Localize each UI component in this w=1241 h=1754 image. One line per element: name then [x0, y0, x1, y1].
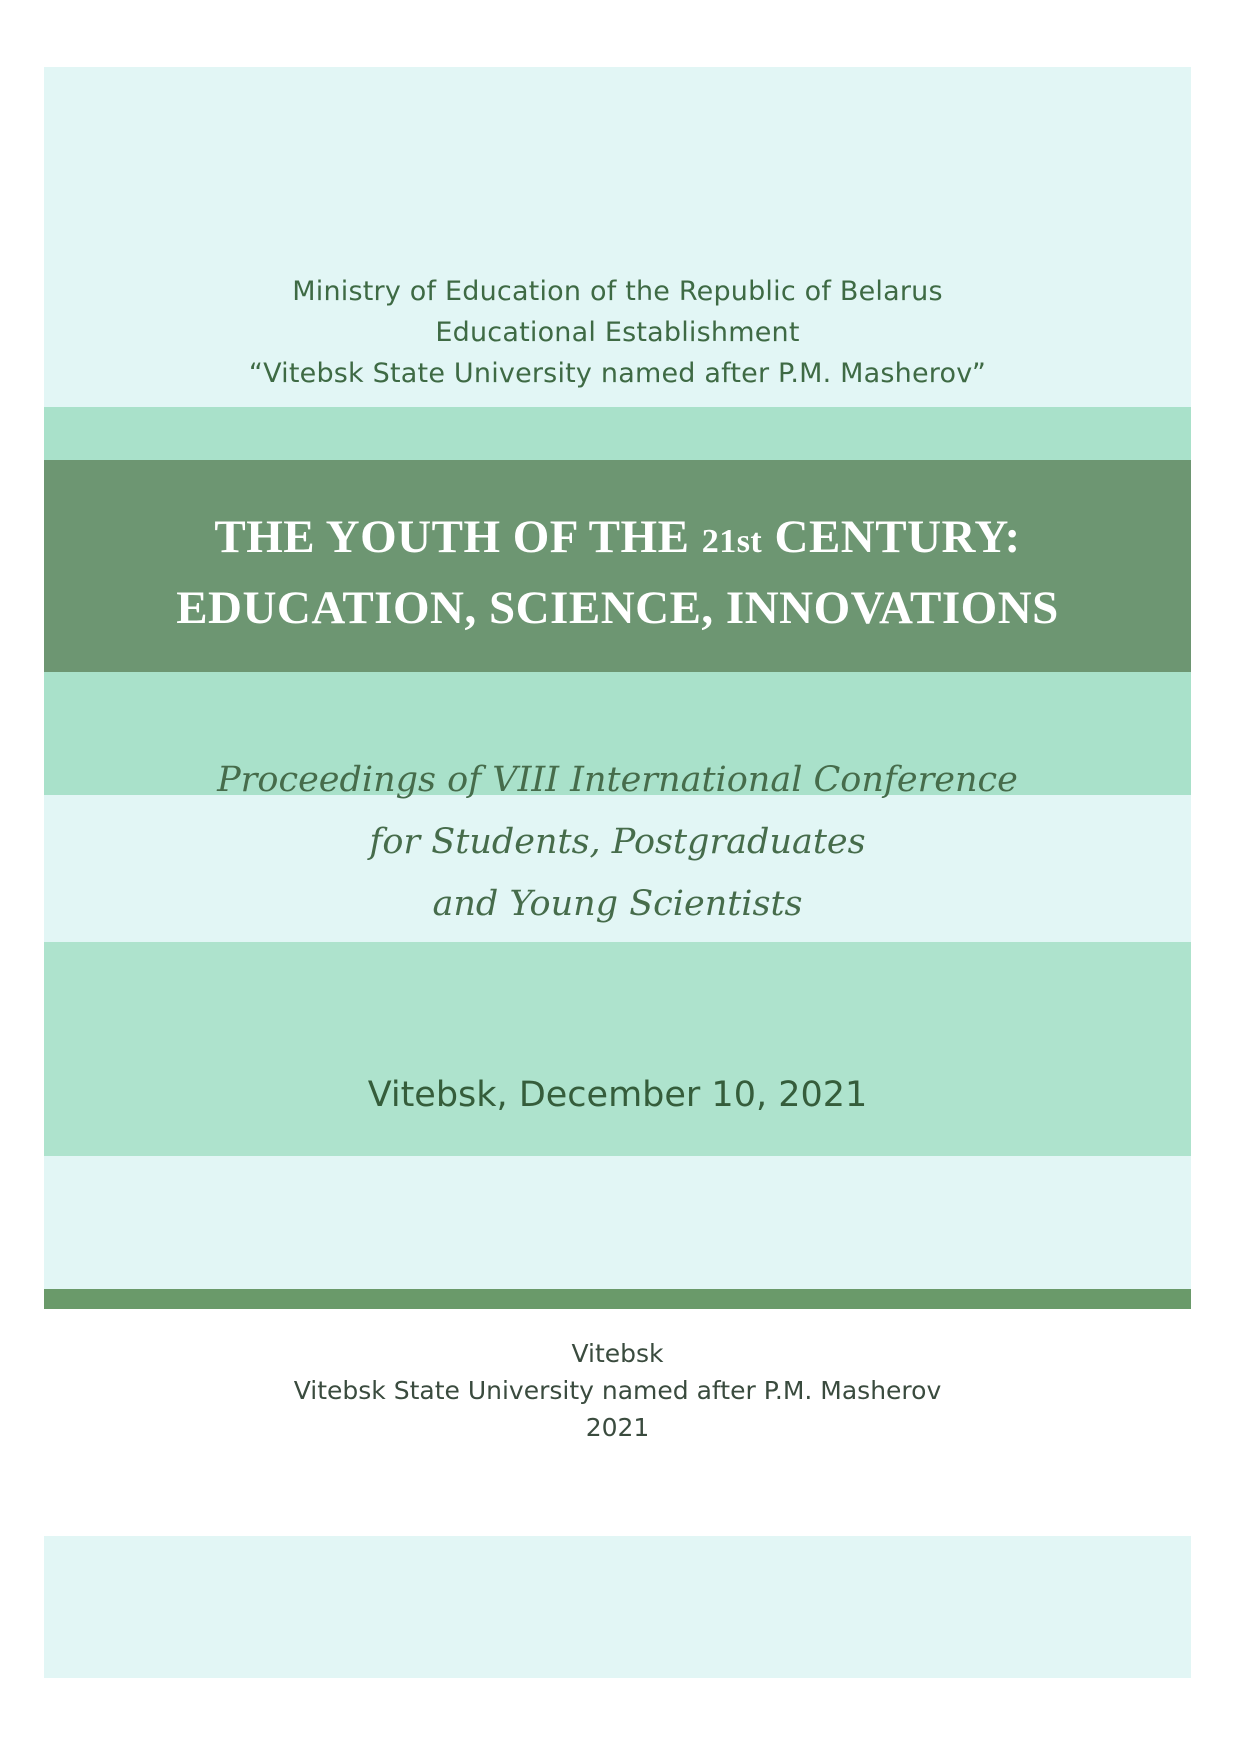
university-line: “Vitebsk State University named after P.M. Masherov”: [248, 358, 987, 389]
subtitle-line-1: Proceedings of VIII International Conference: [217, 760, 1018, 800]
light-green-band-middle: [44, 942, 1191, 1156]
title-line-2: EDUCATION, SCIENCE, INNOVATIONS: [176, 582, 1059, 634]
ministry-line: Ministry of Education of the Republic of Belarus: [292, 276, 943, 307]
horizontal-rule: [44, 1289, 1191, 1309]
imprint-year: 2021: [585, 1413, 650, 1442]
imprint-publisher: Vitebsk State University named after P.M. Masherov: [293, 1376, 942, 1405]
place-and-date: Vitebsk, December 10, 2021: [367, 1075, 868, 1115]
cover-page: [44, 67, 1191, 1678]
imprint-city: Vitebsk: [571, 1339, 664, 1368]
title-line-1-start: THE YOUTH OF THE: [214, 511, 702, 563]
establishment-line: Educational Establishment: [435, 317, 800, 348]
document-title: [44, 504, 1191, 641]
publisher-imprint: [44, 1335, 1191, 1446]
subtitle-line-3: and Young Scientists: [432, 884, 803, 924]
title-line-1: [44, 504, 1191, 575]
title-ordinal: 21st: [701, 523, 763, 560]
issuing-organization: [44, 271, 1191, 394]
document-subtitle: [44, 749, 1191, 935]
title-line-1-end: CENTURY:: [762, 511, 1021, 563]
subtitle-line-2: for Students, Postgraduates: [369, 822, 866, 862]
